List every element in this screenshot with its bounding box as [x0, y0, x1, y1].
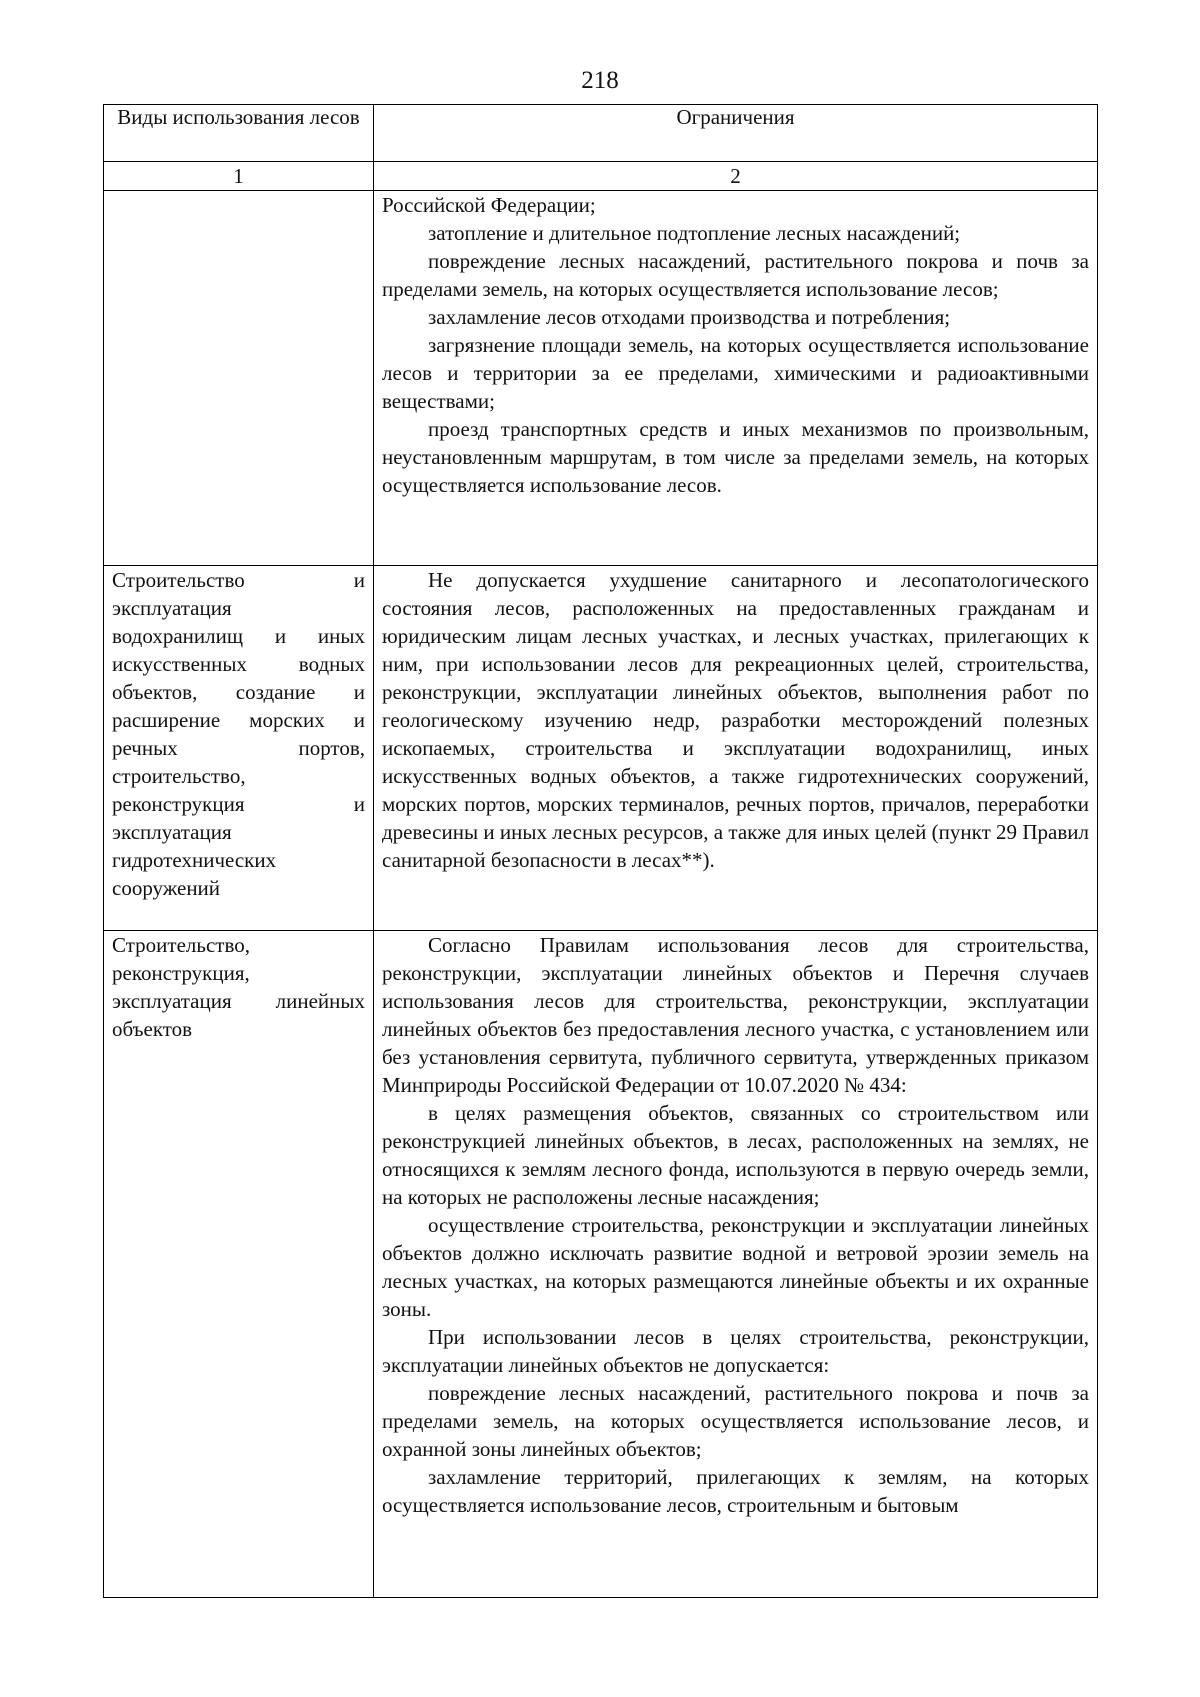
- header-col-restrictions: Ограничения: [374, 105, 1098, 162]
- restriction-paragraph: проезд транспортных средств и иных механизмов по произвольным, неустановленным маршрутам, в том числе за пределами земель, на которых осуществляется использование лесов.: [382, 417, 1089, 497]
- restrictions-cell: [374, 191, 1098, 566]
- restriction-paragraph: захламление лесов отходами производства и потребления;: [428, 305, 951, 329]
- restriction-paragraph: Согласно Правилам использования лесов для строительства, реконструкции, эксплуатации линейных объектов и Перечня случаев использования лесов для строительства, реконструкции, эксплуатации линейных объектов без предоставления лесного участка, с установлением или без установления сервитута, публичного сервитута, утвержденных приказом Минприроды Российской Федерации от 10.07.2020 № 434:: [382, 933, 1089, 1097]
- restrictions-cell: [374, 566, 1098, 931]
- table-header-row: [104, 105, 1098, 162]
- restriction-paragraph: захламление территорий, прилегающих к землям, на которых осуществляется использование лесов, строительным и бытовым: [382, 1465, 1089, 1517]
- restrictions-table: [103, 104, 1098, 1598]
- column-number-1: 1: [104, 162, 374, 191]
- column-number-2: 2: [374, 162, 1098, 191]
- column-number-row: [104, 162, 1098, 191]
- header-col-forest-use: Виды использования лесов: [104, 105, 374, 162]
- forest-use-cell: [104, 191, 374, 566]
- restriction-paragraph: повреждение лесных насаждений, растительного покрова и почв за пределами земель, на которых осуществляется использование лесов;: [382, 249, 1089, 301]
- restriction-paragraph: Не допускается ухудшение санитарного и лесопатологического состояния лесов, расположенных на предоставленных гражданам и юридическим лицам лесных участках, и лесных участках, прилегающих к ним, при использовании лесов для рекреационных целей, строительства, реконструкции, эксплуатации линейных объектов, выполнения работ по геологическому изучению недр, разработки месторождений полезных ископаемых, строительства и эксплуатации водохранилищ, иных искусственных водных объектов, а также гидротехнических сооружений, морских портов, морских терминалов, речных портов, причалов, переработки древесины и иных лесных ресурсов, а также для иных целей (пункт 29 Правил санитарной безопасности в лесах**).: [382, 568, 1089, 872]
- table-row: [104, 191, 1098, 566]
- restriction-paragraph: загрязнение площади земель, на которых осуществляется использование лесов и территории за ее пределами, химическими и радиоактивными веществами;: [382, 333, 1089, 413]
- restriction-paragraph: в целях размещения объектов, связанных со строительством или реконструкцией линейных объектов, в лесах, расположенных на землях, не относящихся к землям лесного фонда, используются в первую очередь земли, на которых не расположены лесные насаждения;: [382, 1101, 1089, 1209]
- page-number: 218: [581, 67, 619, 94]
- restrictions-cell: [374, 931, 1098, 1598]
- forest-use-cell: Строительство, реконструкция, эксплуатация линейных объектов: [104, 931, 374, 1598]
- forest-use-cell: Строительство и эксплуатация водохранилищ и иных искусственных водных объектов, создание и расширение морских и речных портов, строительство, реконструкция и эксплуатация гидротехнических сооружений: [104, 566, 374, 931]
- restriction-paragraph: затопление и длительное подтопление лесных насаждений;: [428, 221, 961, 245]
- table-row: [104, 566, 1098, 931]
- restriction-paragraph: осуществление строительства, реконструкции и эксплуатации линейных объектов должно исключать развитие водной и ветровой эрозии земель на лесных участках, на которых размещаются линейные объекты и их охранные зоны.: [382, 1213, 1089, 1321]
- restriction-paragraph: При использовании лесов в целях строительства, реконструкции, эксплуатации линейных объектов не допускается:: [382, 1325, 1089, 1377]
- restriction-paragraph: Российской Федерации;: [382, 193, 596, 217]
- table-row: [104, 931, 1098, 1598]
- restriction-paragraph: повреждение лесных насаждений, растительного покрова и почв за пределами земель, на которых осуществляется использование лесов, и охранной зоны линейных объектов;: [382, 1381, 1089, 1461]
